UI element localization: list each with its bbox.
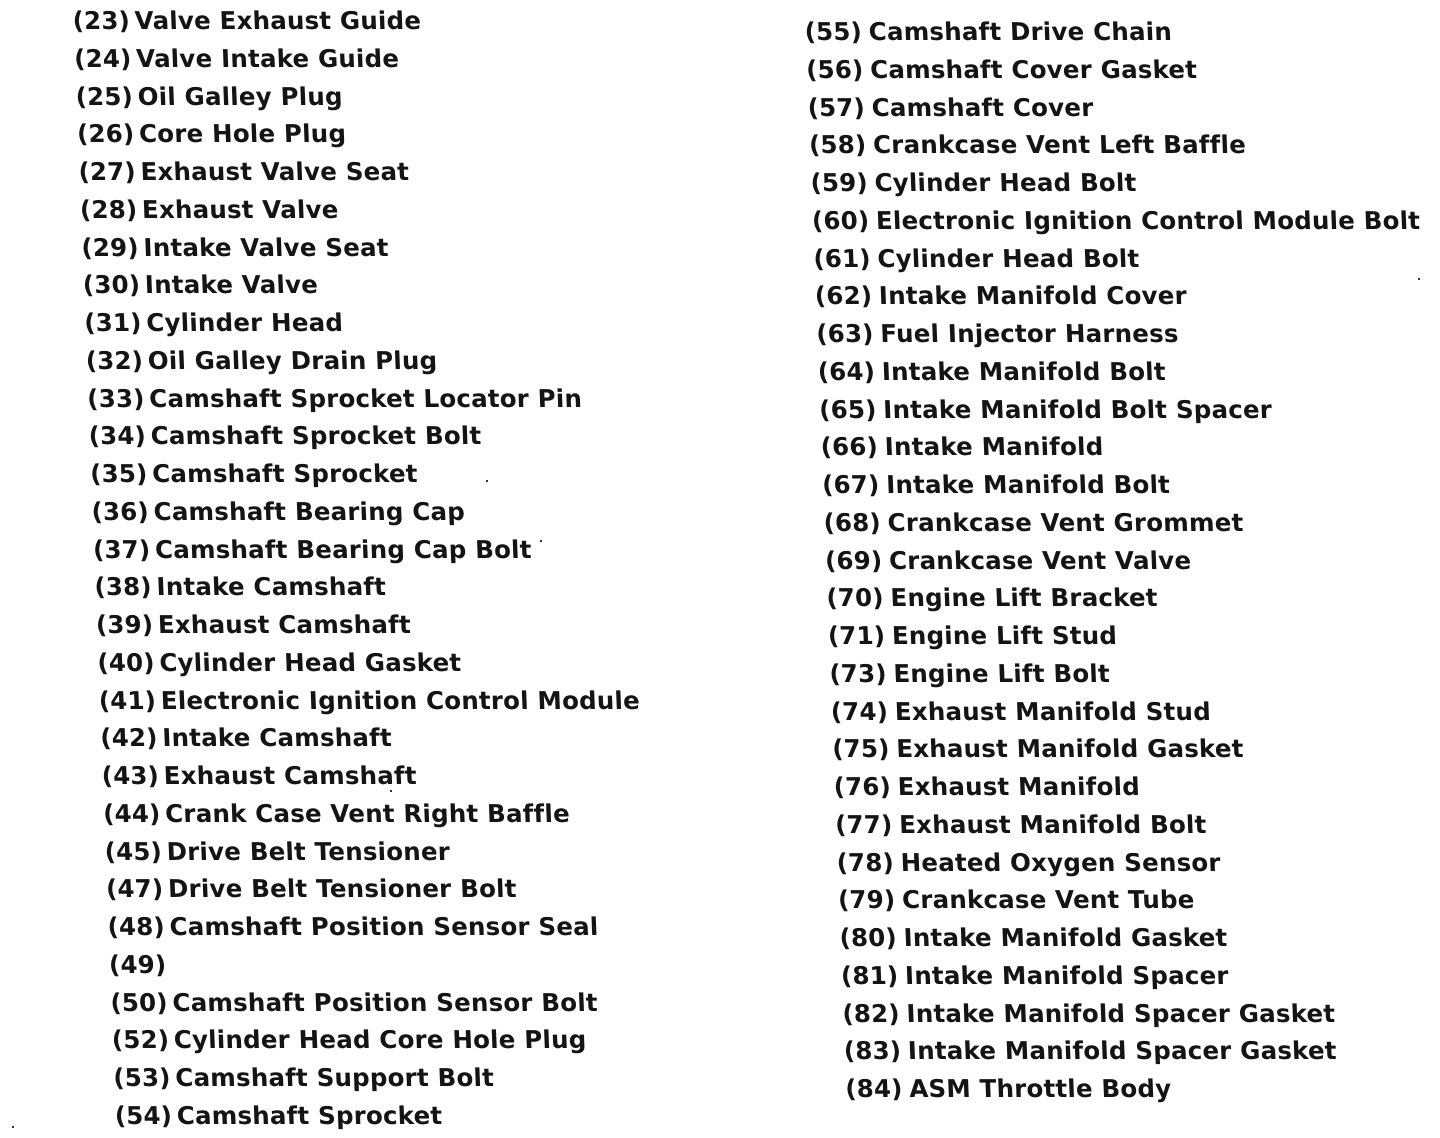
parts-list-item [837, 881, 1440, 919]
part-number: (24) [73, 43, 133, 73]
parts-list-item [88, 417, 630, 455]
part-label: Exhaust Manifold Stud [894, 696, 1212, 726]
scan-speck [1418, 278, 1420, 280]
part-number: (50) [109, 987, 169, 1017]
part-label: Valve Intake Guide [135, 43, 400, 73]
part-number: (61) [812, 243, 872, 273]
part-label: Exhaust Camshaft [157, 610, 412, 639]
parts-list-item [73, 40, 615, 78]
part-number: (31) [83, 308, 143, 337]
part-label: Intake Manifold Spacer [904, 960, 1230, 990]
parts-list-item [113, 1059, 655, 1097]
parts-list-item [816, 315, 1426, 353]
part-label: Crankcase Vent Valve [888, 545, 1192, 575]
part-number: (71) [827, 621, 886, 650]
part-number: (49) [108, 949, 167, 979]
part-number: (63) [815, 319, 875, 348]
part-label: Electronic Ignition Control Module [160, 685, 641, 715]
parts-list-item [79, 191, 621, 229]
parts-list-item [824, 542, 1434, 580]
part-number: (27) [77, 157, 137, 186]
part-label: Camshaft Drive Chain [868, 17, 1173, 46]
part-number: (43) [101, 761, 160, 790]
part-label: Crankcase Vent Grommet [887, 507, 1244, 537]
parts-list-item [804, 13, 1414, 51]
parts-list-item [85, 342, 627, 380]
part-number: (33) [86, 383, 146, 413]
part-number: (57) [807, 92, 866, 122]
parts-list-item [829, 655, 1439, 693]
part-label: Heated Oxygen Sensor [900, 847, 1222, 877]
parts-list-item [104, 833, 646, 871]
parts-list-item [110, 984, 652, 1022]
part-label: Engine Lift Stud [891, 621, 1118, 650]
part-number: (62) [814, 281, 873, 311]
parts-list-item [814, 277, 1424, 315]
part-label: Drive Belt Tensioner [166, 836, 451, 866]
part-number: (28) [79, 194, 138, 224]
part-number: (69) [824, 545, 883, 575]
part-label: Cylinder Head [145, 308, 344, 337]
part-number: (70) [825, 583, 885, 613]
part-label: Drive Belt Tensioner Bolt [167, 874, 518, 904]
parts-list-item [836, 844, 1440, 882]
part-number: (75) [831, 734, 891, 764]
part-number: (25) [75, 81, 134, 111]
part-label: Intake Camshaft [155, 572, 387, 602]
parts-list-item [842, 995, 1440, 1033]
parts-list-left [72, 2, 657, 1135]
part-label: Intake Manifold Cover [878, 281, 1188, 311]
parts-list-item [832, 730, 1440, 768]
part-label: Camshaft Sprocket [176, 1100, 443, 1130]
part-label: Camshaft Sprocket Locator Pin [148, 383, 583, 413]
parts-list-item [807, 89, 1417, 127]
scan-speck [12, 1126, 14, 1128]
part-number: (39) [95, 610, 154, 639]
part-number: (55) [804, 17, 863, 46]
parts-list-item [820, 428, 1430, 466]
part-number: (52) [111, 1025, 170, 1055]
part-label: Camshaft Bearing Cap [153, 496, 466, 526]
parts-list-item [811, 202, 1421, 240]
part-label: Exhaust Manifold Bolt [898, 809, 1208, 839]
parts-list-item [830, 693, 1440, 731]
parts-list-item [82, 266, 624, 304]
part-label: Intake Manifold Bolt Spacer [882, 394, 1273, 424]
part-label: Crankcase Vent Left Baffle [872, 130, 1247, 160]
part-number: (74) [830, 696, 889, 726]
part-label: Valve Exhaust Guide [134, 6, 422, 35]
part-label: Intake Valve Seat [142, 232, 390, 262]
parts-list-item [805, 51, 1415, 89]
part-number: (53) [112, 1063, 172, 1092]
parts-list-item [92, 531, 634, 569]
parts-list-item [813, 240, 1423, 278]
part-label: Exhaust Valve Seat [139, 157, 410, 186]
part-label: Camshaft Sprocket Bolt [150, 421, 482, 451]
scan-speck [390, 790, 392, 792]
part-label: Intake Valve [144, 270, 319, 300]
part-label: Intake Manifold Bolt [881, 356, 1167, 386]
part-number: (36) [91, 496, 150, 526]
part-label: Intake Manifold Spacer Gasket [905, 998, 1336, 1028]
part-number: (34) [88, 421, 147, 451]
part-label: Exhaust Valve [141, 194, 340, 224]
parts-list-item [821, 466, 1431, 504]
part-number: (26) [76, 119, 135, 149]
part-number: (32) [85, 345, 144, 375]
part-label: Core Hole Plug [138, 119, 347, 149]
part-label: Camshaft Position Sensor Seal [168, 912, 599, 941]
part-number: (23) [72, 6, 131, 35]
parts-list-item [94, 568, 636, 606]
part-number: (64) [817, 356, 876, 386]
parts-list-item [114, 1097, 656, 1135]
parts-list-item [819, 391, 1429, 429]
part-number: (40) [96, 647, 156, 677]
part-number: (54) [114, 1100, 173, 1130]
part-label: Intake Manifold Gasket [902, 923, 1228, 952]
parts-list-item [97, 644, 639, 682]
part-number: (83) [843, 1036, 902, 1066]
part-number: (58) [808, 130, 867, 160]
parts-list-item [834, 806, 1440, 844]
part-number: (45) [104, 836, 163, 866]
part-number: (59) [809, 168, 869, 197]
part-label: Cylinder Head Bolt [873, 168, 1137, 197]
part-number: (68) [823, 507, 882, 537]
parts-list-item [843, 1032, 1440, 1070]
part-number: (60) [811, 205, 870, 235]
part-number: (37) [92, 534, 151, 564]
part-label: Camshaft Cover [871, 92, 1094, 122]
parts-list-item [81, 229, 623, 267]
scan-speck [540, 540, 542, 542]
part-number: (82) [841, 998, 901, 1028]
part-label: Crankcase Vent Tube [901, 885, 1196, 915]
part-number: (35) [89, 459, 148, 488]
part-label: Intake Manifold Spacer Gasket [907, 1036, 1338, 1066]
parts-list-item [72, 2, 614, 40]
part-label: Exhaust Camshaft [163, 761, 418, 790]
parts-list-item [107, 908, 649, 946]
parts-list-item [84, 304, 626, 342]
parts-list-item [823, 504, 1433, 542]
parts-list-item [87, 380, 629, 418]
part-number: (30) [82, 270, 141, 300]
part-label: Camshaft Support Bolt [174, 1063, 495, 1092]
part-label: Intake Manifold Bolt [885, 470, 1171, 499]
parts-list-item [75, 78, 617, 116]
part-number: (78) [836, 847, 895, 877]
part-label: Exhaust Manifold [897, 772, 1141, 801]
parts-list-item [808, 126, 1418, 164]
part-label: Camshaft Cover Gasket [869, 54, 1198, 84]
part-number: (67) [821, 470, 880, 499]
parts-list-item [89, 455, 631, 493]
parts-list-item [91, 493, 633, 531]
parts-list-right [804, 13, 1440, 1108]
parts-list-item [839, 919, 1440, 957]
part-number: (42) [99, 723, 159, 753]
part-label: Oil Galley Drain Plug [147, 345, 438, 375]
part-label: Electronic Ignition Control Module Bolt [875, 205, 1421, 235]
parts-list-item [100, 719, 642, 757]
part-number: (77) [834, 809, 894, 839]
part-label: Camshaft Sprocket [151, 459, 419, 488]
part-number: (47) [105, 874, 164, 904]
parts-list-item [817, 353, 1427, 391]
part-number: (38) [93, 572, 153, 602]
part-number: (76) [833, 772, 892, 801]
parts-list-item [810, 164, 1420, 202]
part-label: Camshaft Bearing Cap Bolt [154, 534, 533, 564]
part-number: (66) [820, 432, 879, 462]
part-label: Cylinder Head Core Hole Plug [173, 1025, 587, 1055]
parts-list-item [827, 617, 1437, 655]
parts-list-item [78, 153, 620, 191]
parts-list-item [108, 946, 650, 984]
part-number: (48) [106, 912, 166, 941]
part-number: (73) [828, 658, 888, 688]
part-label: Intake Manifold [884, 432, 1104, 462]
part-label: Cylinder Head Gasket [158, 647, 462, 677]
part-label: Fuel Injector Harness [879, 319, 1180, 348]
part-label: Camshaft Position Sensor Bolt [171, 987, 599, 1017]
parts-list-item [105, 870, 647, 908]
part-number: (65) [818, 394, 878, 424]
parts-list-item [102, 795, 644, 833]
parts-list-item [98, 682, 640, 720]
scan-speck [486, 480, 488, 482]
part-label: Crank Case Vent Right Baffle [164, 798, 571, 828]
part-label: Cylinder Head Bolt [876, 243, 1140, 273]
part-label: Exhaust Manifold Gasket [895, 734, 1245, 764]
parts-list-item [845, 1070, 1440, 1108]
parts-list-item [826, 579, 1436, 617]
part-number: (56) [805, 54, 865, 84]
part-number: (41) [98, 685, 157, 715]
part-number: (81) [840, 960, 899, 990]
part-number: (80) [838, 923, 898, 952]
part-label: Oil Galley Plug [137, 81, 344, 111]
part-number: (44) [102, 798, 162, 828]
parts-list-item [95, 606, 637, 644]
parts-list-item [840, 957, 1440, 995]
part-number: (84) [844, 1074, 904, 1103]
parts-list-item [111, 1021, 653, 1059]
part-label: Engine Lift Bolt [892, 658, 1111, 688]
parts-list-item [76, 115, 618, 153]
part-number: (79) [837, 885, 896, 915]
part-number: (29) [80, 232, 140, 262]
part-label: ASM Throttle Body [908, 1074, 1172, 1103]
part-label: Intake Camshaft [161, 723, 393, 753]
parts-list-item [101, 757, 643, 795]
parts-list-item [833, 768, 1440, 806]
part-label: Engine Lift Bracket [889, 583, 1159, 613]
